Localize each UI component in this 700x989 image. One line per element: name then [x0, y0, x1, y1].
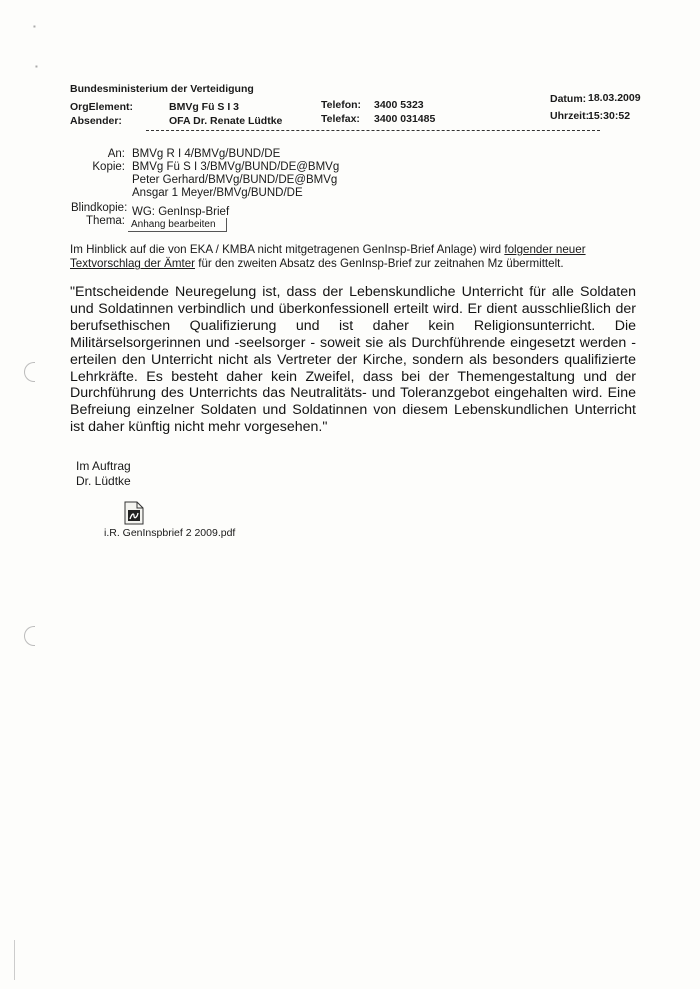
ministry-name: Bundesministerium der Verteidigung	[70, 83, 254, 95]
org-label: OrgElement:	[70, 101, 134, 113]
attachment-filename[interactable]: i.R. GenInspbrief 2 2009.pdf	[104, 527, 236, 539]
intro-paragraph	[70, 243, 586, 271]
edit-attachment-button[interactable]: Anhang bearbeiten	[128, 218, 227, 232]
cc-label: Kopie:	[92, 161, 125, 173]
bcc-label: Blindkopie:	[71, 202, 128, 214]
phone-label: Telefon:	[321, 99, 362, 111]
scan-mark: ▪	[33, 22, 36, 31]
fax-label: Telefax:	[321, 113, 360, 125]
signature-line-1: Im Auftrag	[76, 459, 131, 473]
subject-label: Thema:	[86, 215, 125, 227]
cc-value-3[interactable]: Ansgar 1 Meyer/BMVg/BUND/DE	[132, 187, 303, 199]
org-value: BMVg Fü S I 3	[169, 101, 240, 113]
scan-mark: ▪	[35, 62, 38, 71]
intro-line2-text: für den zweiten Absatz des GenInsp-Brief zur zeitnahen Mz übermittelt.	[195, 257, 564, 270]
subject-value: WG: GenInsp-Brief	[132, 206, 230, 218]
punch-hole-mark	[24, 362, 35, 382]
quote-paragraph: "Entscheidende Neuregelung ist, dass der Lebenskundliche Unterricht für alle Soldaten und Soldatinnen verbindlich und überkonfessionell erteilt wird. Er dient ausschließlich der berufsethischen Qualifizierung und ist daher kein Religionsunterricht. Die Militärselsorgerinnen und -seelsorger - soweit sie als Durchführende eingesetzt werden - erteilen den Unterricht nicht als Vertreter der Kirche, sondern als besonders qualifizierte Lehrkräfte. Es besteht daher kein Zweifel, dass bei der Themengestaltung und der Durchführung des Unterrichts das Neutralitäts- und Toleranzgebot eingehalten wird. Eine Befreiung einzelner Soldaten und Soldatinnen von diesem Lebenskundlichen Unterricht ist daher künftig nicht mehr vorgesehen."	[70, 284, 636, 436]
pdf-file-icon[interactable]	[124, 501, 144, 525]
scan-edge-mark	[14, 940, 15, 980]
quoted-proposal-text	[70, 284, 636, 436]
to-label: An:	[107, 148, 125, 160]
to-value[interactable]: BMVg R I 4/BMVg/BUND/DE	[132, 148, 281, 160]
phone-value: 3400 5323	[374, 99, 424, 111]
sender-value: OFA Dr. Renate Lüdtke	[169, 115, 283, 127]
time-label: Uhrzeit:	[550, 110, 590, 122]
cc-value-2[interactable]: Peter Gerhard/BMVg/BUND/DE@BMVg	[132, 174, 338, 186]
intro-line2-underlined: Textvorschlag der Ämter	[70, 257, 196, 270]
sender-label: Absender:	[70, 115, 122, 127]
signature-line-2: Dr. Lüdtke	[76, 474, 131, 488]
time-value: 15:30:52	[588, 110, 631, 122]
punch-hole-mark	[24, 626, 35, 646]
signature-block	[76, 459, 131, 489]
date-label: Datum:	[550, 93, 587, 105]
intro-line1-text: Im Hinblick auf die von EKA / KMBA nicht mitgetragenen GenInsp-Brief Anlage) wird	[70, 243, 505, 256]
intro-line1-underlined: folgender neuer	[504, 243, 586, 256]
date-value: 18.03.2009	[588, 92, 641, 104]
cc-value-1[interactable]: BMVg Fü S I 3/BMVg/BUND/DE@BMVg	[132, 161, 340, 173]
header-divider	[146, 130, 600, 131]
fax-value: 3400 031485	[374, 113, 436, 125]
